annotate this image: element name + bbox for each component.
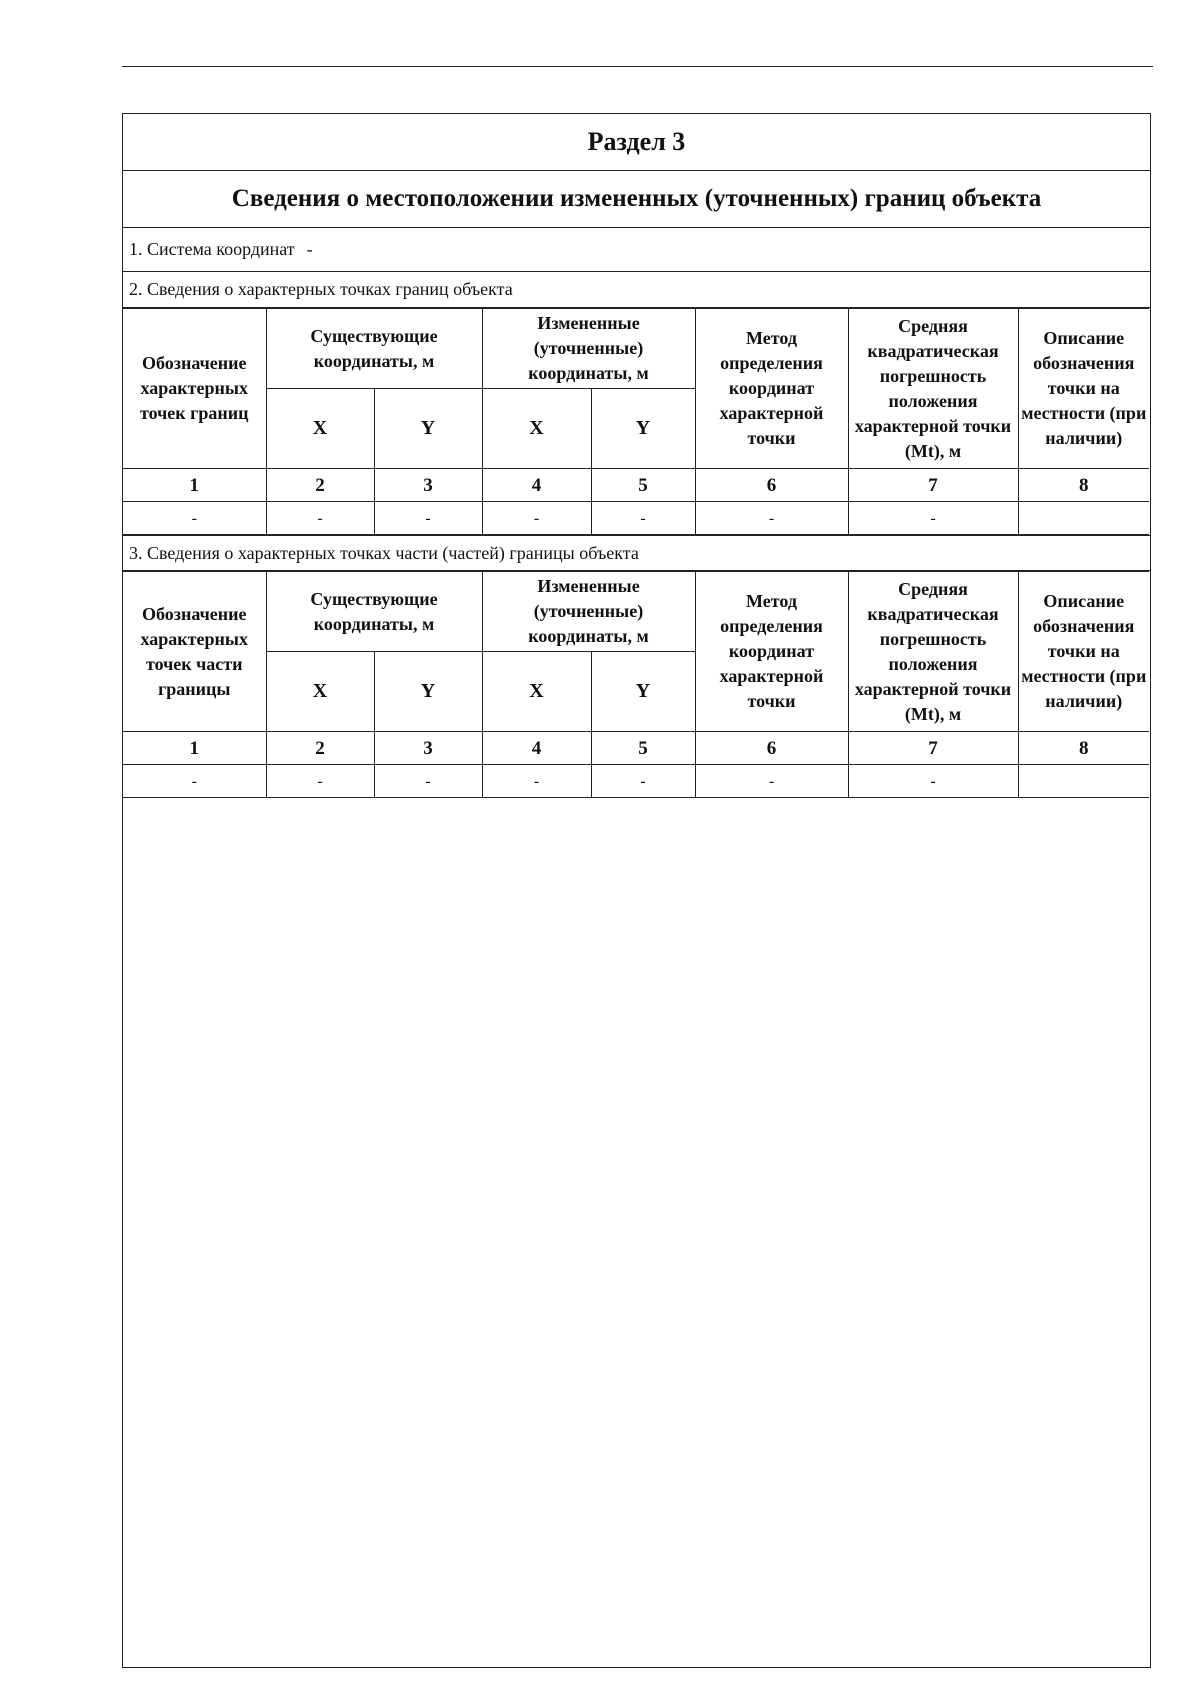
block2-colnum-2: 2 xyxy=(266,732,374,765)
block2-header-error: Средняя квадратическая погрешность положения характерной точки (Mt), м xyxy=(848,572,1018,732)
block1-header-existing-x: X xyxy=(266,389,374,469)
coordinate-system-row xyxy=(123,228,1150,272)
block2-number-row xyxy=(123,732,1149,765)
block2-colnum-7: 7 xyxy=(848,732,1018,765)
block1-cell-3: - xyxy=(374,502,482,535)
block2-header-existing: Существующие координаты, м xyxy=(266,572,482,652)
block1-header-error: Средняя квадратическая погрешность положения характерной точки (Mt), м xyxy=(848,309,1018,469)
header-rule xyxy=(122,66,1153,67)
block2-header-method: Метод определения координат характерной точки xyxy=(695,572,848,732)
block1-cell-8 xyxy=(1018,502,1149,535)
block2-header-changed-y: Y xyxy=(591,652,695,732)
coordinate-system-value: - xyxy=(306,239,313,259)
block1-caption xyxy=(123,272,1150,308)
block2-cell-3: - xyxy=(374,765,482,798)
block2-header-description: Описание обозначения точки на местности (при наличии) xyxy=(1018,572,1149,732)
block1-cell-7: - xyxy=(848,502,1018,535)
section-title: Раздел 3 xyxy=(123,114,1150,171)
block2-header-existing-y: Y xyxy=(374,652,482,732)
block2-cell-8 xyxy=(1018,765,1149,798)
block1-header-changed-x: X xyxy=(482,389,591,469)
block2-cell-2: - xyxy=(266,765,374,798)
block2-colnum-1: 1 xyxy=(123,732,266,765)
block1-colnum-7: 7 xyxy=(848,469,1018,502)
block1-colnum-5: 5 xyxy=(591,469,695,502)
block1-colnum-2: 2 xyxy=(266,469,374,502)
block2-caption xyxy=(123,535,1150,571)
block2-colnum-8: 8 xyxy=(1018,732,1149,765)
block1-table xyxy=(123,308,1149,535)
block2-colnum-4: 4 xyxy=(482,732,591,765)
block2-colnum-6: 6 xyxy=(695,732,848,765)
block2-header-existing-x: X xyxy=(266,652,374,732)
block1-colnum-4: 4 xyxy=(482,469,591,502)
block2-cell-7: - xyxy=(848,765,1018,798)
block1-colnum-6: 6 xyxy=(695,469,848,502)
block2-header-changed: Измененные (уточненные) координаты, м xyxy=(482,572,695,652)
block2-header-designation: Обозначение характерных точек части границы xyxy=(123,572,266,732)
block1-cell-2: - xyxy=(266,502,374,535)
block1-cell-4: - xyxy=(482,502,591,535)
block1-header-method: Метод определения координат характерной точки xyxy=(695,309,848,469)
block1-header-existing-y: Y xyxy=(374,389,482,469)
table-row xyxy=(123,502,1149,535)
block1-header-changed-y: Y xyxy=(591,389,695,469)
block2-cell-5: - xyxy=(591,765,695,798)
block1-caption-text: 2. Сведения о характерных точках границ объекта xyxy=(129,279,513,299)
block1-colnum-3: 3 xyxy=(374,469,482,502)
block1-colnum-8: 8 xyxy=(1018,469,1149,502)
block1-cell-1: - xyxy=(123,502,266,535)
block2-caption-text: 3. Сведения о характерных точках части (частей) границы объекта xyxy=(129,542,639,563)
section-frame xyxy=(122,113,1151,1668)
block2-colnum-3: 3 xyxy=(374,732,482,765)
block1-cell-5: - xyxy=(591,502,695,535)
block2-cell-1: - xyxy=(123,765,266,798)
coordinate-system-label: 1. Система координат xyxy=(129,239,295,259)
block1-cell-6: - xyxy=(695,502,848,535)
block1-colnum-1: 1 xyxy=(123,469,266,502)
block2-cell-6: - xyxy=(695,765,848,798)
block1-header-description: Описание обозначения точки на местности (при наличии) xyxy=(1018,309,1149,469)
block1-header-designation: Обозначение характерных точек границ xyxy=(123,309,266,469)
section-subtitle: Сведения о местоположении измененных (уточненных) границ объекта xyxy=(123,171,1150,228)
table-row xyxy=(123,765,1149,798)
block2-table xyxy=(123,571,1149,798)
block1-header-changed: Измененные (уточненные) координаты, м xyxy=(482,309,695,389)
block2-colnum-5: 5 xyxy=(591,732,695,765)
block1-header-existing: Существующие координаты, м xyxy=(266,309,482,389)
block2-header-changed-x: X xyxy=(482,652,591,732)
block2-cell-4: - xyxy=(482,765,591,798)
block1-number-row xyxy=(123,469,1149,502)
